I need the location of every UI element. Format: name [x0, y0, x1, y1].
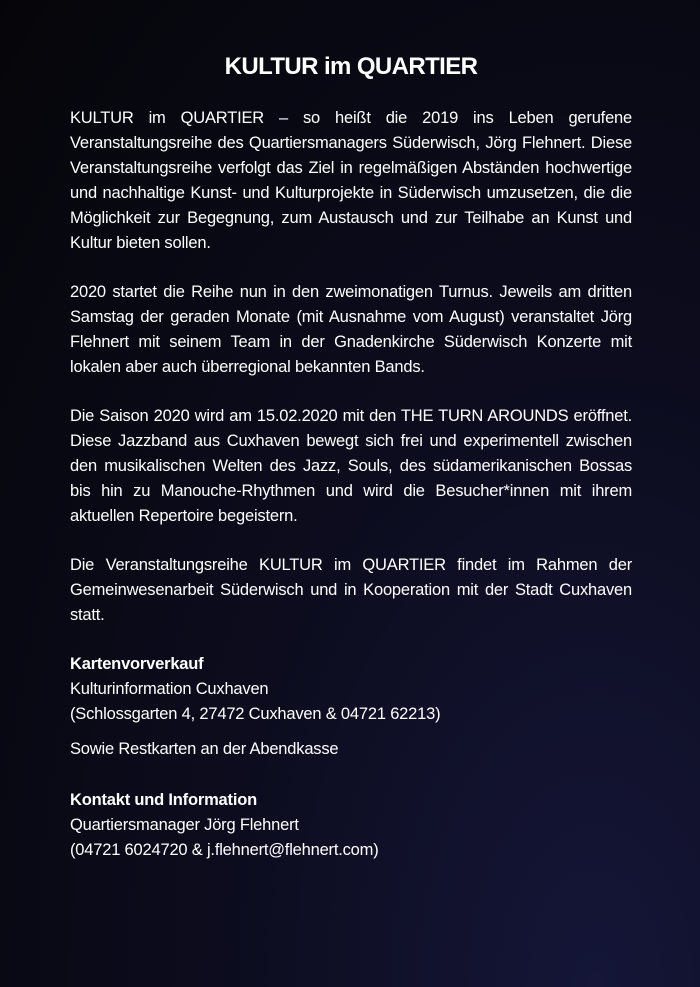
- contact-details: (04721 6024720 & j.flehnert@flehnert.com): [70, 841, 379, 859]
- tickets-address: (Schlossgarten 4, 27472 Cuxhaven & 04721 62213): [70, 705, 441, 723]
- tickets-heading: Kartenvorverkauf: [70, 655, 204, 673]
- schedule-paragraph: 2020 startet die Reihe nun in den zweimonatigen Turnus. Jeweils am dritten Samstag der geraden Monate (mit Ausnahme vom August) veranstaltet Jörg Flehnert mit seinem Team in der Gnadenkirche Süderwisch Konzerte mit lokalen aber auch überregional bekannten Bands.: [70, 283, 632, 376]
- tickets-note: Sowie Restkarten an der Abendkasse: [70, 740, 339, 758]
- contact-person: Quartiersmanager Jörg Flehnert: [70, 816, 299, 834]
- page-title: KULTUR im QUARTIER: [224, 53, 478, 80]
- tickets-venue: Kulturinformation Cuxhaven: [70, 680, 269, 698]
- contact-heading: Kontakt und Information: [70, 791, 257, 809]
- season-paragraph: Die Saison 2020 wird am 15.02.2020 mit den THE TURN AROUNDS eröffnet. Diese Jazzband aus Cuxhaven bewegt sich frei und experimentell zwischen den musikalischen Welten des Jazz, Souls, des südamerikanischen Bossas bis hin zu Manouche-Rhythmen und wird die Besucher*innen mit ihrem aktuellen Repertoire begeistern.: [70, 407, 632, 525]
- intro-paragraph: KULTUR im QUARTIER – so heißt die 2019 ins Leben gerufene Veranstaltungsreihe des Quartiersmanagers Süderwisch, Jörg Flehnert. Diese Veranstaltungsreihe verfolgt das Ziel in regelmäßigen Abständen hochwertige und nachhaltige Kunst- und Kulturprojekte in Süderwisch umzusetzen, die die Möglichkeit zur Begegnung, zum Austausch und zur Teilhabe an Kunst und Kultur bieten sollen.: [70, 109, 632, 252]
- tickets-section: [70, 652, 632, 762]
- contact-section: [70, 788, 632, 863]
- cooperation-paragraph: Die Veranstaltungsreihe KULTUR im QUARTIER findet im Rahmen der Gemeinwesenarbeit Süderwisch und in Kooperation mit der Stadt Cuxhaven statt.: [70, 556, 632, 624]
